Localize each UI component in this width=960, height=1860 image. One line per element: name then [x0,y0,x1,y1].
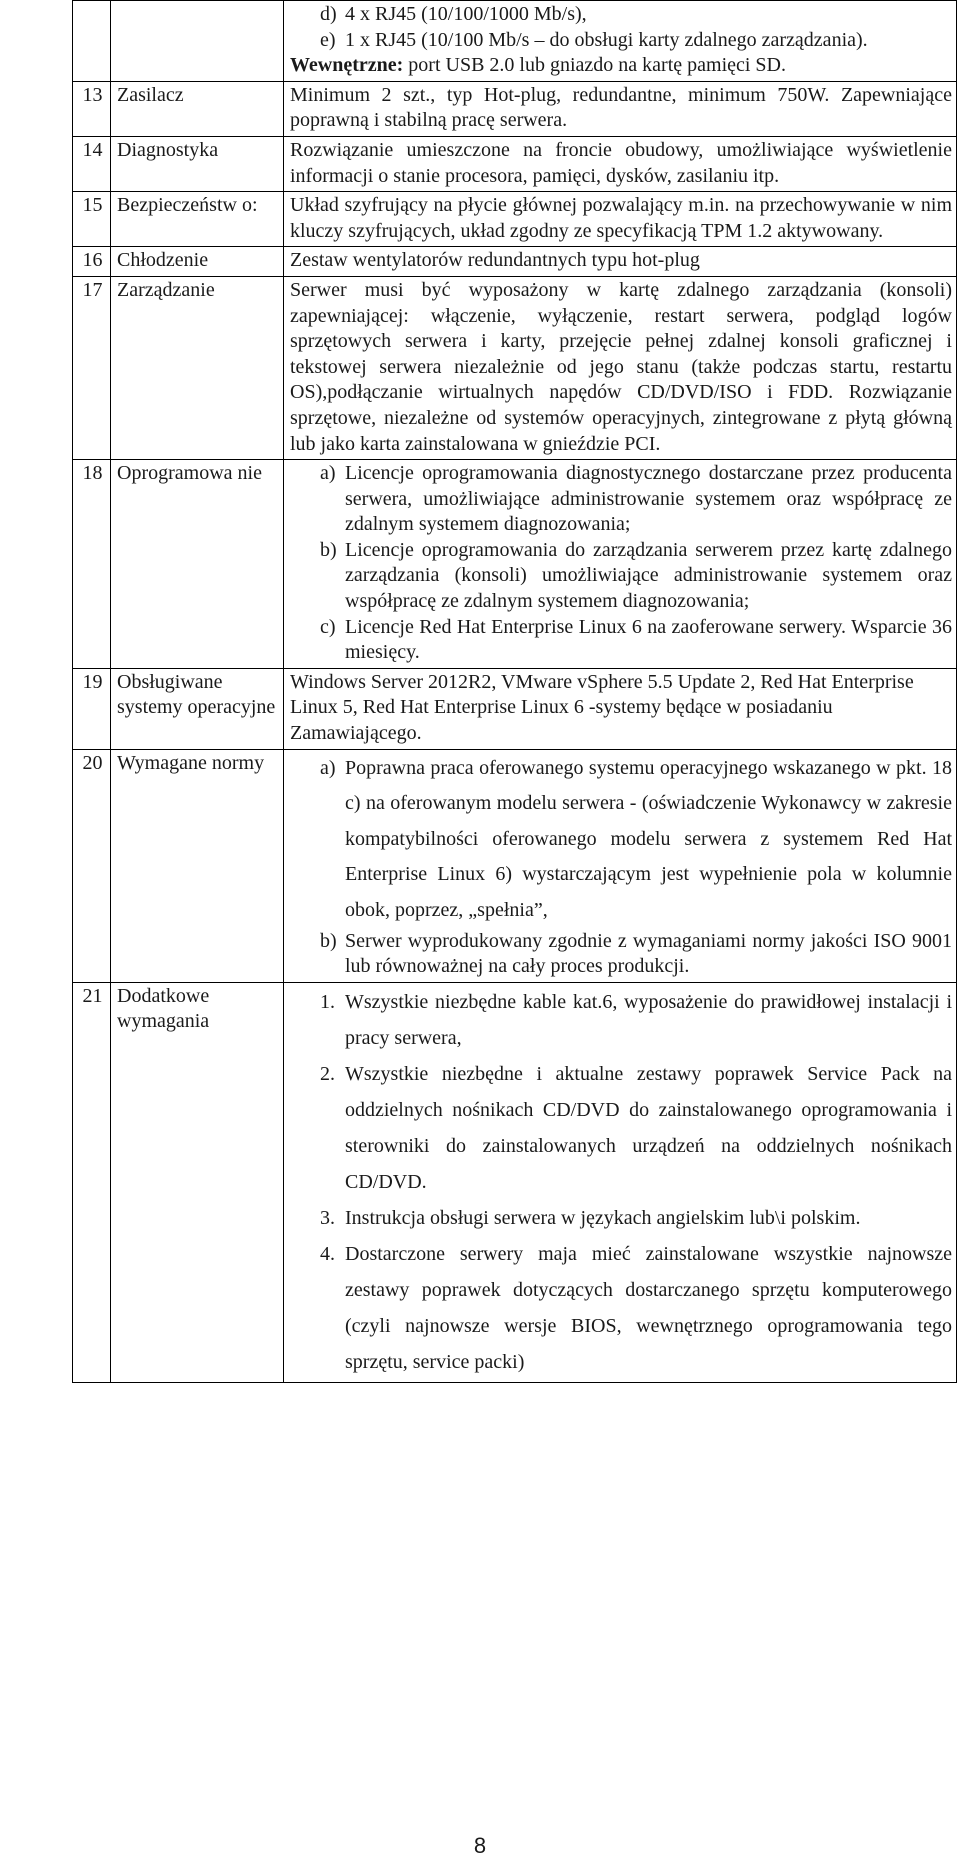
row-description: Serwer musi być wyposażony w kartę zdalnego zarządzania (konsoli) zapewniającej: włączenie, wyłączenie, restart serwera, podgląd logów sprzętowych serwera i karty, przejęcie pełnej zdalnej konsoli graficznej i tekstowej serwera niezależnie od jego stanu (także podczas startu, restartu OS),podłączanie wirtualnych napędów CD/DVD/ISO i FDD. Rozwiązanie sprzętowe, niezależne od systemów operacyjnych, zintegrowane z płytą główną lub jako karta zainstalowana w gnieździe PCI. [284,276,957,459]
sub-list [290,751,952,980]
list-item: b) Licencje oprogramowania do zarządzania serwerem przez kartę zdalnego zarządzania (konsoli) umożliwiające administrowanie systemem oraz współpracę ze zdalnym systemem diagnozowania; [320,538,952,613]
table-row [73,136,957,191]
table-row [73,276,957,459]
row-description [284,749,957,982]
list-item: a) Poprawna praca oferowanego systemu operacyjnego wskazanego w pkt. 18 c) na oferowanym modelu serwera - (oświadczenie Wykonawcy w zakresie kompatybilności oferowanego modelu serwera z systemem Red Hat Enterprise Linux 6) wystarczającym jest wypełnienie pola w kolumnie obok, poprzez, „spełnia”, [320,756,952,921]
internal-ports-note: Wewnętrzne: port USB 2.0 lub gniazdo na kartę pamięci SD. [290,54,787,77]
row-label: Wymagane normy [111,749,284,982]
spec-table [72,0,957,1383]
row-description: Minimum 2 szt., typ Hot-plug, redundantne, minimum 750W. Zapewniające poprawną i stabilną pracę serwera. [284,81,957,136]
row-number: 14 [73,136,111,191]
row-description: Windows Server 2012R2, VMware vSphere 5.5 Update 2, Red Hat Enterprise Linux 5, Red Hat Enterprise Linux 6 -systemy będące w posiadaniu Zamawiającego. [284,668,957,749]
row-label: Oprogramowa nie [111,460,284,669]
list-item: c) Licencje Red Hat Enterprise Linux 6 na zaoferowane serwery. Wsparcie 36 miesięcy. [320,615,952,664]
row-number: 20 [73,749,111,982]
row-number: 17 [73,276,111,459]
sub-list [290,984,952,1380]
list-item: 2. Wszystkie niezbędne i aktualne zestawy poprawek Service Pack na oddzielnych nośnikach CD/DVD do zainstalowanego oprogramowania i sterowniki do zainstalowanych urządzeń na oddzielnych nośnikach CD/DVD. [320,1062,952,1193]
table-row [73,247,957,277]
row-description [284,1,957,82]
list-item: d) 4 x RJ45 (10/100/1000 Mb/s), [320,3,587,25]
row-label: Obsługiwane systemy operacyjne [111,668,284,749]
row-label [111,1,284,82]
table-row [73,668,957,749]
list-item: b) Serwer wyprodukowany zgodnie z wymaganiami normy jakości ISO 9001 lub równoważnej na cały proces produkcji. [320,929,952,978]
row-description: Układ szyfrujący na płycie głównej pozwalający m.in. na przechowywanie w nim kluczy szyfrujących, układ zgodny ze specyfikacją TPM 1.2 aktywowany. [284,192,957,247]
table-row [73,192,957,247]
row-label: Zarządzanie [111,276,284,459]
list-item: 3. Instrukcja obsługi serwera w językach angielskim lub\i polskim. [320,1206,861,1229]
row-description [284,460,957,669]
list-item: a) Licencje oprogramowania diagnostycznego dostarczane przez producenta serwera, umożliwiające administrowanie systemem oraz współpracę ze zdalnym systemem diagnozowania; [320,462,952,536]
table-row [73,81,957,136]
row-number: 16 [73,247,111,277]
row-label: Zasilacz [111,81,284,136]
row-description [284,982,957,1382]
row-description: Zestaw wentylatorów redundantnych typu hot-plug [284,247,957,277]
table-row [73,1,957,82]
row-number: 21 [73,982,111,1382]
page-number: 8 [473,1833,487,1858]
row-description: Rozwiązanie umieszczone na froncie obudowy, umożliwiające wyświetlenie informacji o stanie procesora, pamięci, dysków, zasilaniu itp. [284,136,957,191]
row-number: 18 [73,460,111,669]
row-number: 19 [73,668,111,749]
list-item: 1. Wszystkie niezbędne kable kat.6, wyposażenie do prawidłowej instalacji i pracy serwera, [320,990,952,1049]
sub-list [290,461,952,666]
sub-list [290,2,952,53]
table-row [73,749,957,982]
row-number: 15 [73,192,111,247]
row-label: Diagnostyka [111,136,284,191]
row-label: Chłodzenie [111,247,284,277]
list-item: e) 1 x RJ45 (10/100 Mb/s – do obsługi karty zdalnego zarządzania). [320,28,868,51]
row-number [73,1,111,82]
row-label: Bezpieczeństw o: [111,192,284,247]
row-number: 13 [73,81,111,136]
row-label: Dodatkowe wymagania [111,982,284,1382]
table-row [73,460,957,669]
list-item: 4. Dostarczone serwery maja mieć zainstalowane wszystkie najnowsze zestawy poprawek dotyczących dostarczanego sprzętu komputerowego (czyli najnowsze wersje BIOS, wewnętrznego oprogramowania tego sprzętu, service packi) [320,1242,952,1373]
table-row [73,982,957,1382]
